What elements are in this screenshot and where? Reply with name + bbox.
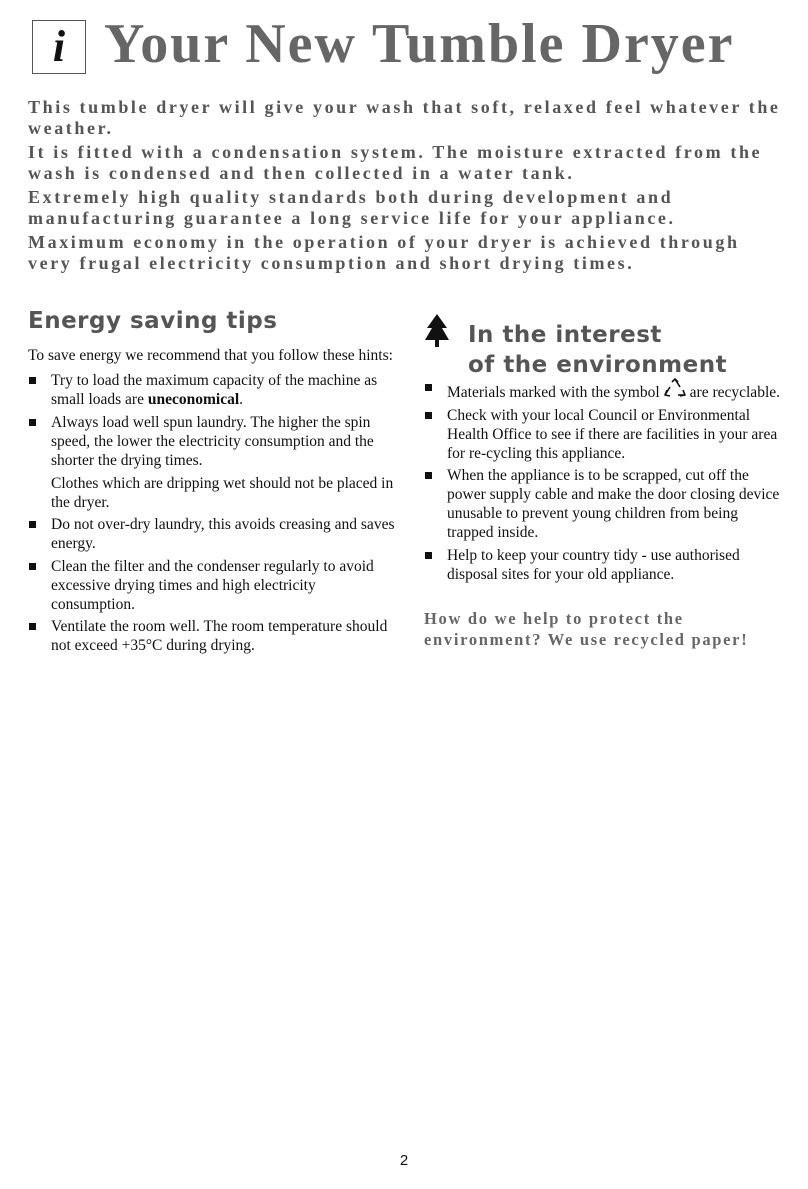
closing-line2: environment? We use recycled paper! [424, 629, 749, 649]
env-text: Materials marked with the symbol [447, 384, 660, 401]
tip-text: Clean the filter and the condenser regularly to avoid excessive drying times and high electricity consumption. [51, 557, 374, 613]
env-text: When the appliance is to be scrapped, cut off the power supply cable and make the door closing device unusable to prevent young children from being trapped inside. [447, 467, 780, 541]
intro-paragraph: Maximum economy in the operation of your dryer is achieved through very frugal electricity consumption and short drying times. [28, 232, 740, 273]
recycled-paper-note [424, 608, 780, 650]
list-item [28, 413, 400, 512]
tree-icon [424, 314, 450, 348]
tip-text: Try to load the maximum capacity of the machine as small loads are [51, 372, 378, 408]
energy-lead: To save energy we recommend that you follow these hints: [28, 347, 393, 364]
list-item [424, 546, 780, 584]
list-item [28, 617, 400, 655]
energy-saving-section [28, 306, 400, 659]
tip-punctuation: . [239, 391, 244, 408]
bullet-square-icon [425, 472, 432, 479]
bullet-square-icon [425, 552, 432, 559]
env-text: are recyclable. [689, 384, 780, 401]
list-item [28, 515, 400, 553]
tip-note: Clothes which are dripping wet should not be placed in the dryer. [51, 474, 394, 511]
bullet-square-icon [29, 521, 36, 528]
bullet-square-icon [29, 419, 36, 426]
intro-section [28, 97, 788, 277]
bullet-square-icon [425, 384, 432, 391]
tip-text: Do not over-dry laundry, this avoids creasing and saves energy. [51, 516, 395, 552]
tip-emphasis: uneconomical [147, 391, 240, 408]
list-item [424, 406, 780, 463]
bullet-square-icon [29, 623, 36, 630]
list-item [424, 378, 780, 402]
list-item [424, 466, 780, 542]
list-item [28, 371, 400, 409]
energy-heading: Energy saving tips [28, 308, 278, 334]
bullet-square-icon [29, 563, 36, 570]
intro-paragraph: Extremely high quality standards both during development and manufacturing guarantee a long service life for your appliance. [28, 187, 676, 228]
environment-heading-line1: In the interest [468, 322, 662, 348]
tip-text: Ventilate the room well. The room temperature should not exceed +35°C during drying. [51, 618, 388, 654]
environment-section [424, 312, 780, 650]
intro-paragraph: It is fitted with a condensation system. The moisture extracted from the wash is condensed and then collected in a water tank. [28, 142, 763, 183]
list-item [28, 557, 400, 614]
bullet-square-icon [29, 377, 36, 384]
closing-line1: How do we help to protect the [424, 608, 684, 628]
bullet-square-icon [425, 412, 432, 419]
env-text: Check with your local Council or Environmental Health Office to see if there are facilities in your area for re-cycling this appliance. [447, 406, 778, 462]
intro-paragraph: This tumble dryer will give your wash that soft, relaxed feel whatever the weather. [28, 97, 781, 138]
page-title: Your New Tumble Dryer [104, 13, 735, 75]
env-text: Help to keep your country tidy - use authorised disposal sites for your old appliance. [447, 546, 740, 583]
tip-text: Always load well spun laundry. The higher the spin speed, the lower the electricity consumption and the shorter the drying times. [51, 413, 374, 469]
info-icon: i [32, 20, 86, 74]
page-number: 2 [399, 1152, 409, 1169]
environment-list [424, 378, 780, 584]
environment-heading-line2: of the environment [468, 352, 728, 378]
recycle-icon [663, 378, 687, 400]
energy-tips-list [28, 371, 400, 655]
